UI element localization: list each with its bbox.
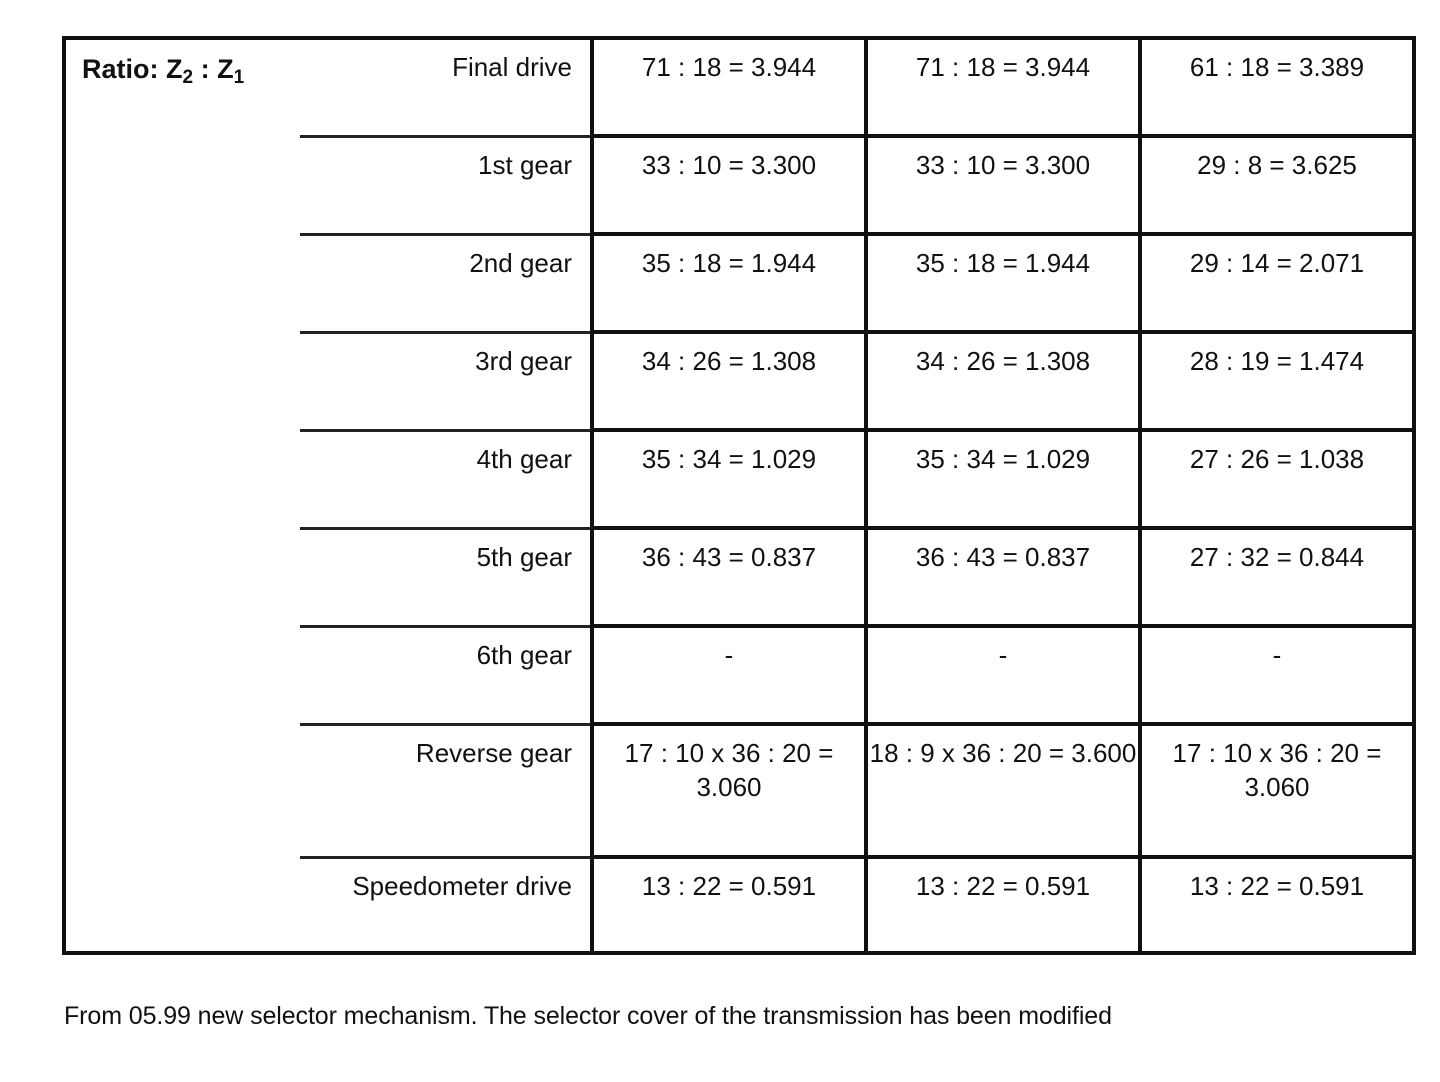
table-cell: 13 : 22 = 0.591 bbox=[1140, 857, 1414, 953]
ratio-heading-subscript-1: 1 bbox=[233, 67, 245, 88]
table-cell: 29 : 8 = 3.625 bbox=[1140, 136, 1414, 234]
gear-ratio-table bbox=[62, 36, 1416, 955]
table-cell: 29 : 14 = 2.071 bbox=[1140, 234, 1414, 332]
table-cell: 35 : 18 = 1.944 bbox=[866, 234, 1140, 332]
table-cell: 28 : 19 = 1.474 bbox=[1140, 332, 1414, 430]
table-cell: 34 : 26 = 1.308 bbox=[866, 332, 1140, 430]
row-label: 5th gear bbox=[300, 528, 592, 626]
table-cell: 13 : 22 = 0.591 bbox=[592, 857, 866, 953]
table-cell: 33 : 10 = 3.300 bbox=[592, 136, 866, 234]
table-cell: 35 : 34 = 1.029 bbox=[592, 430, 866, 528]
table-cell: 34 : 26 = 1.308 bbox=[592, 332, 866, 430]
footnote: From 05.99 new selector mechanism. The selector cover of the transmission has been modified bbox=[64, 1002, 1112, 1030]
table-cell: 27 : 26 = 1.038 bbox=[1140, 430, 1414, 528]
table-cell: 13 : 22 = 0.591 bbox=[866, 857, 1140, 953]
row-label: Final drive bbox=[452, 52, 572, 82]
table-row-final-drive bbox=[64, 38, 1414, 136]
row-label: 6th gear bbox=[300, 626, 592, 724]
table-cell: - bbox=[866, 626, 1140, 724]
ratio-heading-subscript-2: 2 bbox=[182, 67, 194, 88]
table-cell: 61 : 18 = 3.389 bbox=[1140, 38, 1414, 136]
table-cell: 71 : 18 = 3.944 bbox=[866, 38, 1140, 136]
row-label: Speedometer drive bbox=[300, 857, 592, 953]
table-cell: 27 : 32 = 0.844 bbox=[1140, 528, 1414, 626]
table-cell: 35 : 34 = 1.029 bbox=[866, 430, 1140, 528]
table-cell: 36 : 43 = 0.837 bbox=[592, 528, 866, 626]
ratio-heading-prefix: Ratio: Z bbox=[82, 54, 183, 84]
table-cell: - bbox=[592, 626, 866, 724]
table-cell: 17 : 10 x 36 : 20 = 3.060 bbox=[1140, 724, 1414, 857]
row-label: 2nd gear bbox=[300, 234, 592, 332]
table-cell: 36 : 43 = 0.837 bbox=[866, 528, 1140, 626]
ratio-heading-middle: : Z bbox=[193, 54, 234, 84]
table-cell: 18 : 9 x 36 : 20 = 3.600 bbox=[866, 724, 1140, 857]
row-label: 3rd gear bbox=[300, 332, 592, 430]
table-cell: - bbox=[1140, 626, 1414, 724]
ratio-heading bbox=[64, 38, 300, 953]
table-cell: 33 : 10 = 3.300 bbox=[866, 136, 1140, 234]
row-label: 4th gear bbox=[300, 430, 592, 528]
row-label: 1st gear bbox=[300, 136, 592, 234]
row-label: Reverse gear bbox=[300, 724, 592, 857]
table-cell: 71 : 18 = 3.944 bbox=[592, 38, 866, 136]
table-cell: 17 : 10 x 36 : 20 = 3.060 bbox=[592, 724, 866, 857]
table-cell: 35 : 18 = 1.944 bbox=[592, 234, 866, 332]
